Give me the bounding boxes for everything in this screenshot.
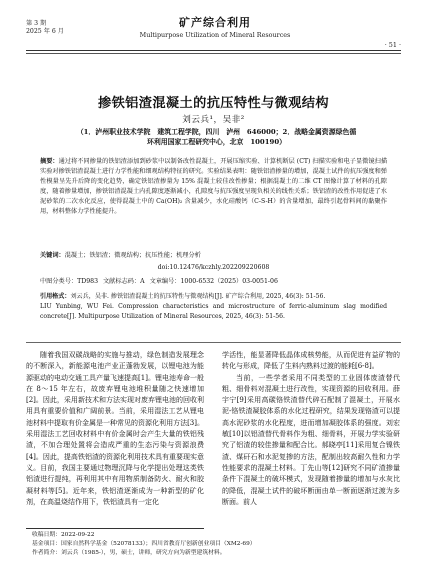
body-paragraph-continued: 学活性，能显著降低晶体成核势能，从而促进有益矿物的转化与形成，降低了生料内熟料过渡的能耗[6-8]。 — [222, 351, 400, 371]
citation-label: 引用格式： — [40, 293, 71, 300]
document-code: 文献标志码：A — [103, 278, 145, 285]
body-paragraph: 随着我国双碳战略的实施与推动，绿色制造发展理念的不断深入，新能源电池产业正蓬勃发展，以锂电池为能源驱动的电动交通工具产量飞速提高[1]。锂电池寿命一般在 8～15 年左右，故废弃锂电池堆积量随之快速增加[2]。因此，采用新技术和方法实现对废弃锂电池的回收利用具有重要价值和广阔前景。当前，采用湿法工艺从锂电池材料中提取有价金属是一种常见的资源化利用方法[3]。采用湿法工艺回收材料中有价金属时会产生大量的铁铝残渣，不加合理处置将会造成严重的生态污染与资源浪费[4]。因此，提高铁铝渣的资源化利用技术具有重要现实意义。目前，我国主要通过物理沉降与化学提出处理这类铁铝渣进行提纯，再利用其中有用物质制备防火、耐火和胶凝材料等[5]。近年来，铁铝渣逐渐成为一种新型的矿化剂，在高温烧结作用下，铁铝渣具有一定化 — [26, 351, 204, 506]
affiliation — [64, 127, 369, 147]
citation-en: LIU Yunbing, WU Fei. Compression characteristics and microstructure of ferric-aluminum slag modified concrete[J]. Multipurpose Utilization of Mineral Resources, 2025, 46(3): 51-56. — [40, 303, 387, 320]
issue-date: 2025 年 6 月 — [26, 28, 64, 35]
affiliation-line-1: （1．泸州职业技术学院 建筑工程学院，四川 泸州 646000；2．战略金属资源绿色循 — [76, 128, 357, 136]
page-number: · 51 · — [384, 41, 401, 49]
body-column-right — [222, 350, 400, 508]
body-column-left — [26, 350, 204, 508]
abstract-text: 通过将不同掺量的铁铝渣添加到砂浆中以制备改性混凝土，开展压缩实验、计算机断层 (CT) 扫描实验和电子显微镜扫描实验对掺铁铝渣混凝土进行力学性能和细观结构特征的研究。实验结果表明：随铁铝渣掺量的增加，混凝土试件的抗压强度和弹性模量呈先升后降的变化趋势，确定铁铝渣掺量为 15% 混凝土较佳改性掺量；根据混凝土的二维 CT 图像计算了材料的孔隙度，随着掺量增加，掺铁铝渣混凝土内孔隙度逐渐减小，孔隙度与抗压强度呈现负相关的线性关系；铁铝渣的改性作用促进了水泥砂浆的二次水化反应，使得混凝土中的 Ca(OH)₂ 含量减少，水化硅酸钙（C-S-H）的含量增加，最终引起骨料间的黏聚作用，材料整体力学性能提升。 — [40, 158, 388, 215]
fund-project: 基金项目：国家自然科学基金（52078133）；四川省教育厅创新创业项目（XM2-69） — [32, 541, 256, 547]
header-rule — [26, 50, 401, 51]
clc-code: 中图分类号：TD983 — [40, 278, 99, 285]
doi[interactable]: doi:10.12476/kczhly.202209220608 — [157, 264, 270, 271]
citation-cn: 刘云兵，吴非. 掺铁铝渣混凝土的抗压特性与微观结构[J]. 矿产综合利用, 2025, 46(3): 51-56. — [70, 293, 326, 300]
journal-title-cn: 矿产综合利用 — [179, 16, 251, 29]
article-title: 掺铁铝渣混凝土的抗压特性与微观结构 — [98, 96, 329, 111]
article-number: 文章编号：1000-6532（2025）03-0051-06 — [149, 278, 278, 285]
received-date: 收稿日期：2022-09-22 — [32, 532, 95, 538]
journal-title-en: Multipurpose Utilization of Mineral Resources — [139, 31, 291, 39]
article-authors: 刘云兵¹，吴非² — [182, 115, 245, 125]
section-divider — [26, 342, 401, 343]
footnote-rule — [26, 528, 204, 529]
classification-line — [40, 276, 387, 285]
affiliation-line-2: 环利用国家工程研究中心，北京 100190） — [146, 138, 286, 146]
issue-volume: 第 3 期 — [26, 20, 47, 27]
body-paragraph: 当前，一些学者采用不同类型的工业固体废渣替代粗、细骨料对混凝土进行改性，实现资源的回收利用。薛宇宁[9]采用高碳铬铁渣替代碎石配制了混凝土，开展水泥-铬铁渣凝胶体系的水化过程研究，结果发现铬渣可以提高水泥砂浆的水化程度，进而增加凝胶体系的强度。刘宏敏[10]以铝渣替代骨料作为粗、细骨料，开展力学实验研究了铝渣的较佳掺量和配合比。郝晓亭[11]采用复合镍铁渣、煤矸石和水泥复掺的方法，配制出较高耐久性和力学性能要求的混凝土材料。丁先山等[12]研究不同矿渣掺量条件下混凝土的破坏模式，发现随着掺量的增加与水灰比的降低，混凝土试件的破坏断面由单一断面逐渐过渡为多断面。前人 — [222, 373, 400, 506]
abstract — [40, 157, 387, 217]
keywords-text: 混凝土；铁铝渣；微观结构；抗压性能；机理分析 — [64, 252, 201, 259]
abstract-label: 摘要： — [40, 158, 59, 165]
journal-masthead — [110, 14, 320, 39]
issue-info — [26, 20, 64, 36]
keywords-label: 关键词： — [40, 252, 65, 259]
header-rule-thin — [26, 53, 401, 54]
author-bio: 作者简介：刘云兵（1985-），男，硕士，讲师，研究方向为新型建筑材料。 — [32, 550, 226, 556]
keywords — [40, 251, 387, 261]
citation-format — [40, 292, 387, 322]
footnote — [32, 531, 256, 558]
